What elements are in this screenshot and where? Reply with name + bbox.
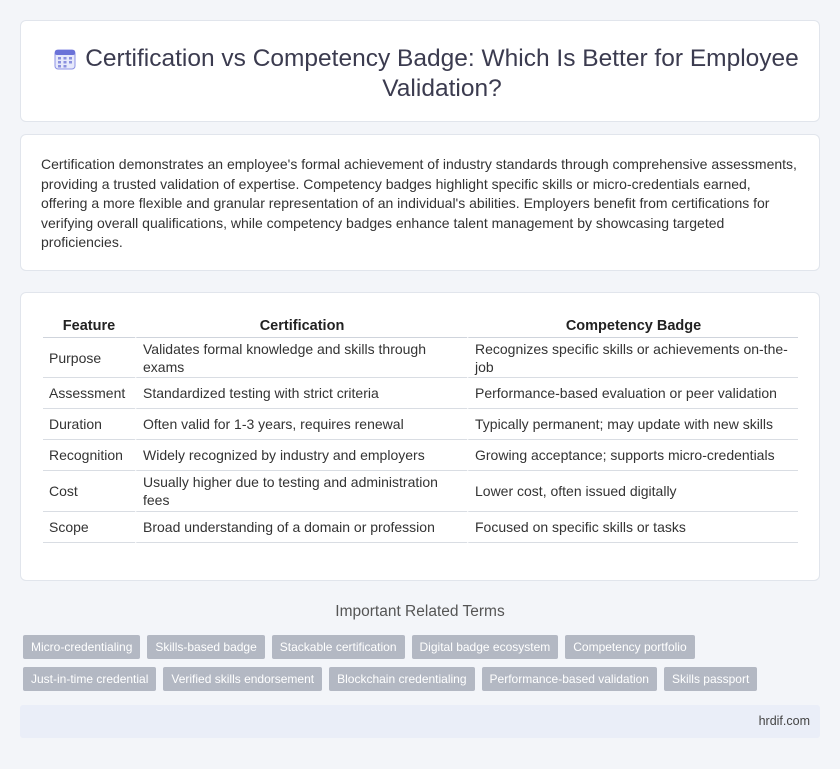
feature-cell: Purpose (43, 338, 135, 378)
table-header-row (43, 314, 798, 338)
comparison-table-card (20, 292, 820, 581)
table-row (43, 378, 798, 409)
calendar-icon (53, 47, 77, 71)
competency-badge-cell: Recognizes specific skills or achievements on-the-job (467, 338, 798, 378)
intro-card (20, 134, 820, 271)
related-term-tag[interactable]: Digital badge ecosystem (412, 635, 559, 659)
feature-cell: Assessment (43, 378, 135, 409)
related-term-tag[interactable]: Blockchain credentialing (329, 667, 474, 691)
competency-badge-cell: Lower cost, often issued digitally (467, 471, 798, 512)
header-feature: Feature (43, 314, 135, 338)
feature-cell: Cost (43, 471, 135, 512)
competency-badge-cell: Focused on specific skills or tasks (467, 512, 798, 543)
certification-cell: Widely recognized by industry and employers (135, 440, 467, 471)
related-term-tag[interactable]: Performance-based validation (482, 667, 657, 691)
related-term-tag[interactable]: Just-in-time credential (23, 667, 156, 691)
comparison-table (43, 314, 798, 543)
table-row (43, 338, 798, 378)
competency-badge-cell: Growing acceptance; supports micro-credentials (467, 440, 798, 471)
certification-cell: Usually higher due to testing and administration fees (135, 471, 467, 512)
table-row (43, 440, 798, 471)
competency-badge-cell: Typically permanent; may update with new skills (467, 409, 798, 440)
certification-cell: Broad understanding of a domain or profession (135, 512, 467, 543)
related-term-tag[interactable]: Skills passport (664, 667, 757, 691)
page-title: Certification vs Competency Badge: Which Is Better for Employee Validation? (85, 45, 799, 102)
related-term-tag[interactable]: Competency portfolio (565, 635, 694, 659)
footer-site-link[interactable]: hrdif.com (758, 714, 810, 728)
table-row (43, 409, 798, 440)
footer (20, 705, 820, 738)
header-certification: Certification (135, 314, 467, 338)
header-competency-badge: Competency Badge (467, 314, 798, 338)
certification-cell: Validates formal knowledge and skills through exams (135, 338, 467, 378)
feature-cell: Duration (43, 409, 135, 440)
table-row (43, 471, 798, 512)
related-terms-row-2 (23, 667, 823, 691)
title-card (20, 20, 820, 122)
table-row (43, 512, 798, 543)
feature-cell: Scope (43, 512, 135, 543)
certification-cell: Standardized testing with strict criteria (135, 378, 467, 409)
related-term-tag[interactable]: Micro-credentialing (23, 635, 140, 659)
related-terms-row-1 (23, 635, 823, 659)
related-term-tag[interactable]: Stackable certification (272, 635, 405, 659)
related-term-tag[interactable]: Verified skills endorsement (163, 667, 322, 691)
feature-cell: Recognition (43, 440, 135, 471)
certification-cell: Often valid for 1-3 years, requires renewal (135, 409, 467, 440)
intro-paragraph: Certification demonstrates an employee's formal achievement of industry standards through comprehensive assessments, providing a trusted validation of expertise. Competency badges highlight specific skills or micro-credentials earned, offering a more flexible and granular representation of an individual's abilities. Employers benefit from certifications for verifying overall qualifications, while competency badges enhance talent management by showcasing targeted proficiencies. (41, 156, 797, 250)
competency-badge-cell: Performance-based evaluation or peer validation (467, 378, 798, 409)
related-term-tag[interactable]: Skills-based badge (147, 635, 264, 659)
related-terms-title: Important Related Terms (335, 603, 505, 620)
